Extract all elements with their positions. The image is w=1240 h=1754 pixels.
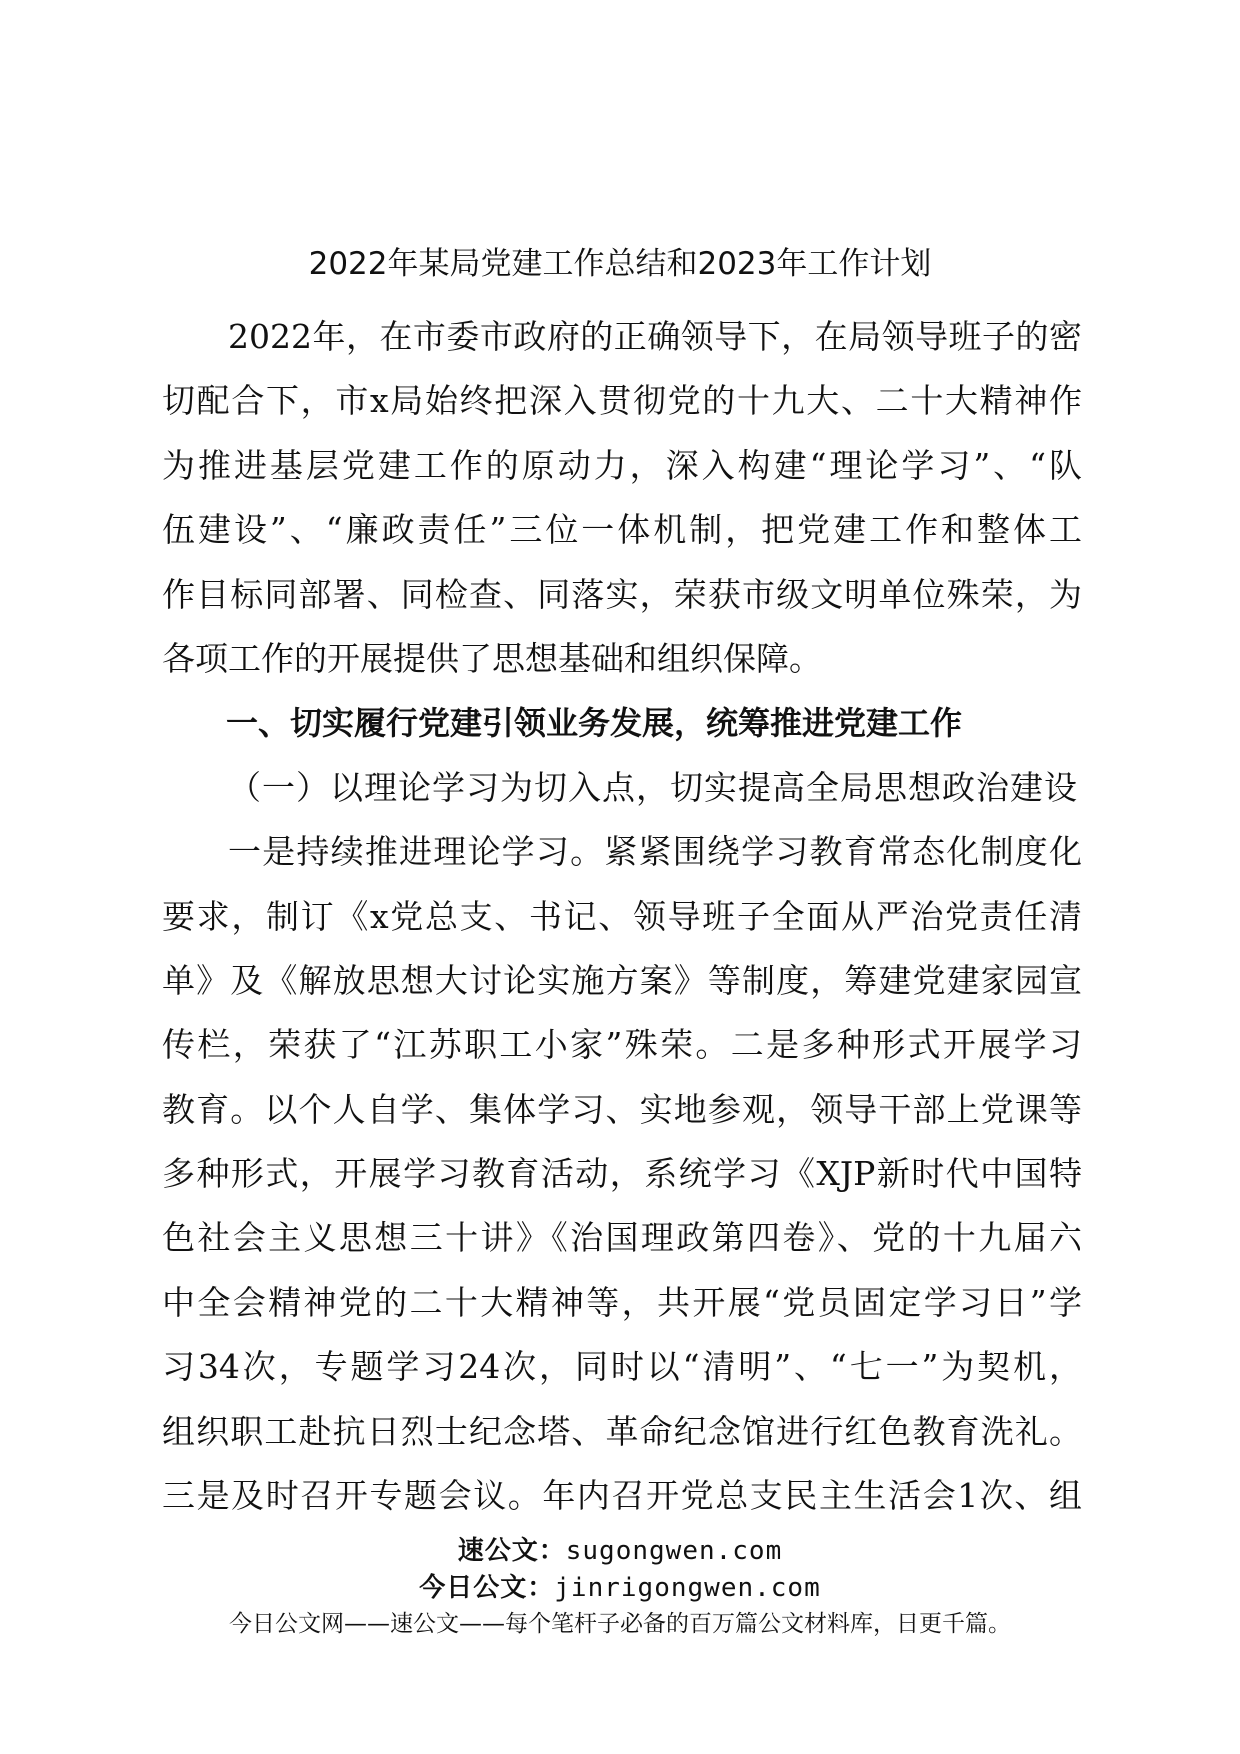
paragraph-line: 传栏，荣获了“江苏职工小家”殊荣。二是多种形式开展学习 [162,1025,1082,1065]
paragraph-line: 单》及《解放思想大讨论实施方案》等制度，筹建党建家园宣 [162,960,1082,1000]
paragraph-line: 多种形式，开展学习教育活动，系统学习《XJP新时代中国特 [162,1154,1082,1194]
paragraph-line: 一是持续推进理论学习。紧紧围绕学习教育常态化制度化 [228,832,1082,872]
paragraph-line: 习34次，专题学习24次，同时以“清明”、“七一”为契机， [162,1347,1082,1387]
document-body [162,305,1082,1528]
footer-label: 今日公文： [419,1573,555,1603]
intro-line: 2022年，在市委市政府的正确领导下，在局领导班子的密 [228,317,1082,356]
intro-line: 作目标同部署、同检查、同落实，荣获市级文明单位殊荣，为 [162,574,1082,614]
paragraph-line: 中全会精神党的二十大精神等，共开展“党员固定学习日”学 [162,1282,1082,1322]
footer-jinrigongwen [0,1567,1240,1604]
paragraph-line: 要求，制订《x党总支、书记、领导班子全面从严治党责任清 [162,896,1082,936]
footer-label: 速公文： [457,1536,566,1566]
footer-tagline: 今日公文网——速公文——每个笔杆子必备的百万篇公文材料库，日更千篇。 [229,1611,1011,1637]
footer-sugongwen [0,1530,1240,1567]
paragraph-line: 组织职工赴抗日烈士纪念塔、革命纪念馆进行红色教育洗礼。 [162,1411,1082,1451]
intro-line: 为推进基层党建工作的原动力，深入构建“理论学习”、“队 [162,445,1082,485]
intro-line: 各项工作的开展提供了思想基础和组织保障。 [162,638,822,678]
subsection-heading: （一）以理论学习为切入点，切实提高全局思想政治建设 [228,767,1078,807]
section-heading: 一、切实履行党建引领业务发展，统筹推进党建工作 [226,704,963,743]
paragraph-line: 色社会主义思想三十讲》《治国理政第四卷》、党的十九届六 [162,1218,1082,1258]
footer-link-jinrigongwen[interactable]: jinrigongwen.com [554,1573,821,1603]
paragraph-line: 教育。以个人自学、集体学习、实地参观，领导干部上党课等 [162,1089,1082,1129]
document-title: 2022年某局党建工作总结和2023年工作计划 [308,246,932,282]
intro-line: 伍建设”、“廉政责任”三位一体机制，把党建工作和整体工 [162,510,1082,550]
intro-line: 切配合下，市x局始终把深入贯彻党的十九大、二十大精神作 [162,381,1082,421]
paragraph-line: 三是及时召开专题会议。年内召开党总支民主生活会1次、组 [162,1476,1082,1516]
footer-link-sugongwen[interactable]: sugongwen.com [565,1536,783,1566]
